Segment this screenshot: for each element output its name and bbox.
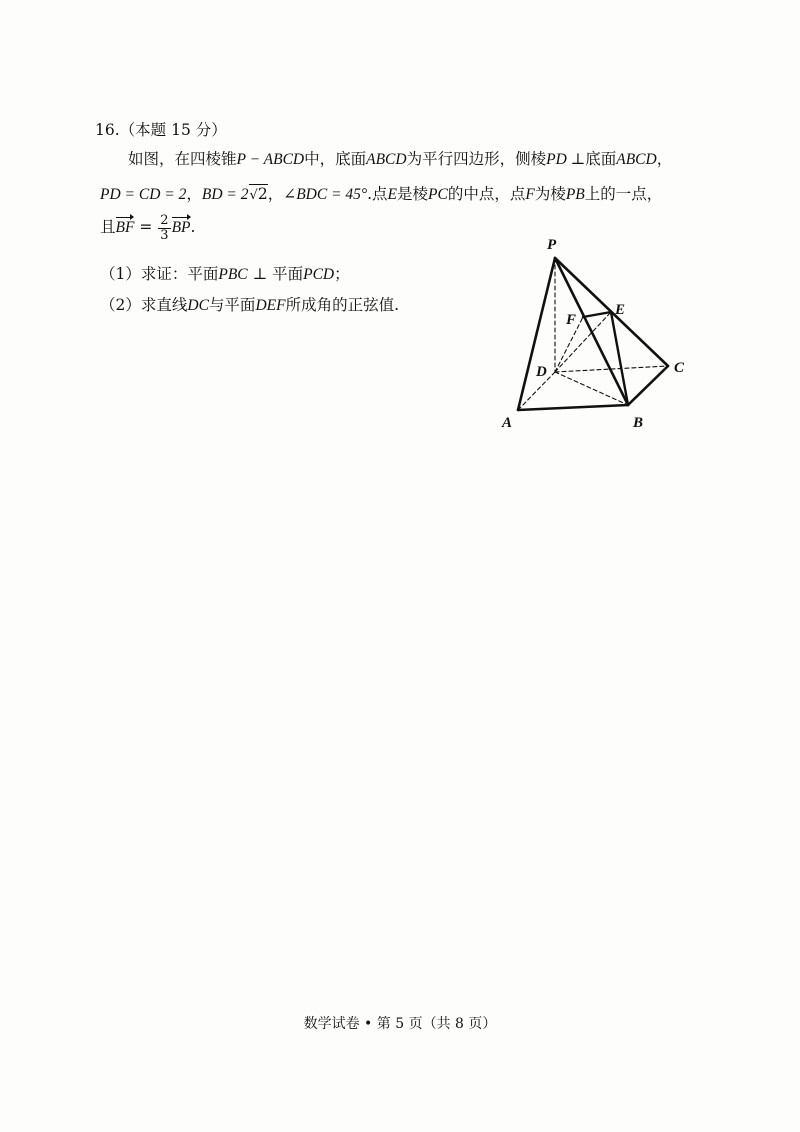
problem-stem-line-1: 如图，在四棱锥P − ABCD中，底面ABCD为平行四边形，侧棱PD ⊥底面ABCD， [128, 150, 673, 168]
edge-pb [555, 258, 628, 405]
fraction-two-thirds: $\frac{2}{3}$ [160, 213, 169, 243]
question-2: （2）求直线DC与平面DEF所成角的正弦值. [100, 296, 400, 314]
label-f: F [566, 312, 577, 328]
problem-header: 16.（本题 15 分） [95, 121, 227, 139]
page-footer: 数学试卷 • 第 5 页（共 8 页） [303, 1016, 497, 1032]
edge-ab [518, 405, 628, 410]
label-c: C [674, 360, 685, 376]
problem-stem-line-2: PD = CD = 2，BD = 2√2，∠BDC = 45°.点E是棱PC的中点，点F为棱PB上的一点， [100, 185, 663, 203]
edge-pa [518, 258, 555, 410]
label-b: B [633, 415, 644, 431]
problem-stem-line-3: 且BF = $\frac{2}{3}$ BP. [100, 213, 196, 243]
question-1: （1）求证：平面PBC ⊥ 平面PCD； [100, 265, 350, 283]
label-p: P [547, 237, 557, 253]
label-d: D [536, 364, 547, 380]
edge-db [555, 372, 628, 405]
vector-bp: BP [171, 219, 191, 237]
label-e: E [615, 302, 626, 318]
pyramid-figure [490, 225, 700, 440]
edge-bc [628, 366, 668, 405]
vector-bf: BF [115, 219, 135, 237]
segment-fe [583, 312, 611, 317]
label-a: A [502, 415, 513, 431]
segment-de [555, 312, 611, 372]
